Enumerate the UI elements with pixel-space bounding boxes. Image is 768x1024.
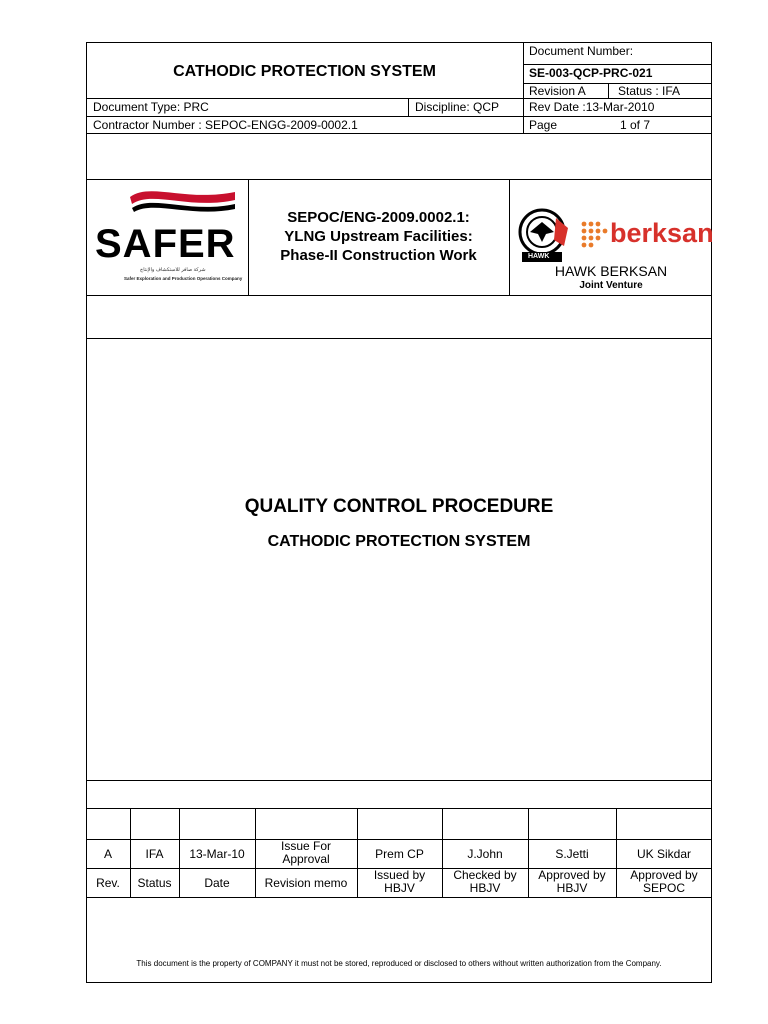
table-cell-rev: A xyxy=(103,847,112,861)
project-name: YLNG Upstream Facilities: xyxy=(284,228,473,245)
page-value: 1 of 7 xyxy=(620,118,651,132)
status-label: Status : IFA xyxy=(618,84,681,98)
document-subtitle: CATHODIC PROTECTION SYSTEM xyxy=(267,533,531,550)
table-header-memo: Revision memo xyxy=(264,876,348,890)
revision-label: Revision A xyxy=(529,84,586,98)
page-label: Page xyxy=(529,118,558,132)
berksan-dots-icon xyxy=(580,220,608,250)
table-cell-memo: Issue For Approval xyxy=(280,839,331,866)
table-cell-issued: Prem CP xyxy=(375,847,424,861)
table-header-rev: Rev. xyxy=(96,876,120,890)
doc-number: SE-003-QCP-PRC-021 xyxy=(529,66,653,80)
table-header-approved-hbjv: Approved by HBJV xyxy=(538,868,606,895)
hawk-label: HAWK xyxy=(528,253,550,260)
safer-arabic: شركة صافر للاستكشاف والإنتاج xyxy=(140,267,206,273)
table-cell-approved-hbjv: S.Jetti xyxy=(555,847,589,861)
safer-subtitle: Safer Exploration and Production Operations Company xyxy=(124,276,243,281)
project-phase: Phase-II Construction Work xyxy=(280,247,477,264)
joint-venture-label: Joint Venture xyxy=(579,280,643,291)
rev-date: Rev Date :13-Mar-2010 xyxy=(529,100,655,114)
project-code: SEPOC/ENG-2009.0002.1: xyxy=(287,209,470,226)
table-cell-status: IFA xyxy=(145,847,164,861)
table-cell-approved-sepoc: UK Sikdar xyxy=(636,847,692,861)
table-header-checked: Checked by HBJV xyxy=(453,868,517,895)
table-cell-checked: J.John xyxy=(467,847,503,861)
header-title: CATHODIC PROTECTION SYSTEM xyxy=(173,63,436,80)
table-header-date: Date xyxy=(204,876,230,890)
table-header-status: Status xyxy=(137,876,172,890)
document-title: QUALITY CONTROL PROCEDURE xyxy=(244,496,554,517)
table-header-issued: Issued by HBJV xyxy=(373,868,426,895)
contractor-name: HAWK BERKSAN xyxy=(554,263,668,279)
table-header-approved-sepoc: Approved by SEPOC xyxy=(630,868,698,895)
contractor-number: Contractor Number : SEPOC-ENGG-2009-0002.1 xyxy=(93,118,358,132)
safer-wordmark: SAFER xyxy=(95,222,236,266)
discipline: Discipline: QCP xyxy=(415,100,500,114)
safer-logo xyxy=(90,182,245,292)
table-cell-date: 13-Mar-10 xyxy=(189,847,245,861)
hawk-berksan-logo xyxy=(512,184,714,294)
header-divider xyxy=(523,42,524,133)
berksan-wordmark: berksan xyxy=(610,218,714,248)
doc-type: Document Type: PRC xyxy=(93,100,209,114)
doc-number-label: Document Number: xyxy=(529,44,634,58)
footer-note: This document is the property of COMPANY it must not be stored, reproduced or disclosed to others without written authorization from the Company. xyxy=(136,959,662,968)
